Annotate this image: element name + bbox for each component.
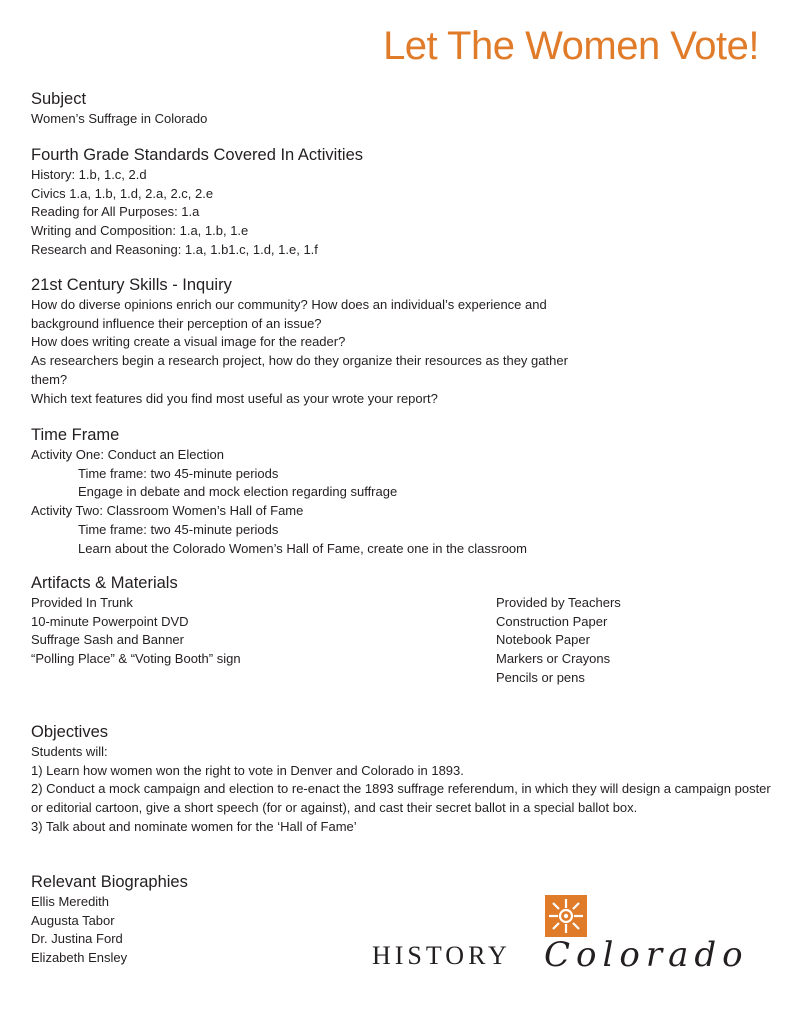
biography-name: Ellis Meredith (31, 894, 110, 909)
teacher-list (496, 594, 621, 688)
logo-history-text: HISTORY (372, 941, 511, 970)
skills-section (31, 275, 568, 408)
subject-text: Women’s Suffrage in Colorado (31, 111, 208, 126)
activity-one: Activity One: Conduct an Election (31, 447, 224, 462)
objectives-section (31, 722, 771, 837)
standards-line: Reading for All Purposes: 1.a (31, 204, 200, 220)
objective-item: 1) Learn how women won the right to vote in Denver and Colorado in 1893. (31, 762, 464, 778)
standards-heading: Fourth Grade Standards Covered In Activities (31, 146, 363, 164)
subject-heading: Subject (31, 90, 87, 108)
timeframe-heading: Time Frame (31, 426, 120, 444)
skills-line: them? (31, 371, 68, 387)
biography-name: Elizabeth Ensley (31, 950, 128, 966)
list-item: Construction Paper (496, 613, 608, 629)
list-item: “Polling Place” & “Voting Booth” sign (31, 651, 241, 667)
list-item: Notebook Paper (496, 632, 590, 648)
skills-line: background influence their perception of an issue? (31, 315, 322, 331)
objectives-heading: Objectives (31, 723, 109, 741)
skills-heading: 21st Century Skills - Inquiry (31, 276, 232, 294)
list-item: 10-minute Powerpoint DVD (31, 613, 189, 629)
timeframe-section (31, 425, 527, 558)
activity-one-desc: Engage in debate and mock election regarding suffrage (78, 484, 398, 500)
activity-two: Activity Two: Classroom Women’s Hall of Fame (31, 503, 304, 519)
standards-section (31, 145, 363, 260)
trunk-list (31, 594, 241, 669)
list-item: Provided In Trunk (31, 595, 133, 610)
list-item: Provided by Teachers (496, 595, 621, 610)
standards-line: History: 1.b, 1.c, 2.d (31, 167, 147, 182)
biography-name: Augusta Tabor (31, 912, 115, 928)
skills-line: As researchers begin a research project, how do they organize their resources as they gather (31, 353, 568, 369)
objectives-intro: Students will: (31, 744, 108, 759)
history-colorado-logo (372, 895, 762, 995)
page-title: Let The Women Vote! (383, 24, 759, 68)
biography-name: Dr. Justina Ford (31, 931, 123, 947)
history-colorado-mark-icon (545, 895, 587, 937)
objective-item: 2) Conduct a mock campaign and election to re-enact the 1893 suffrage referendum, in which they will design a campaign poster or editorial cartoon, give a short speech (for or against), and cast their secret ballot in a special ballot box. (31, 781, 771, 816)
activity-two-time: Time frame: two 45-minute periods (78, 521, 279, 537)
list-item: Suffrage Sash and Banner (31, 632, 184, 648)
skills-line: How does writing create a visual image for the reader? (31, 334, 346, 350)
activity-two-desc: Learn about the Colorado Women’s Hall of Fame, create one in the classroom (78, 540, 527, 556)
standards-line: Civics 1.a, 1.b, 1.d, 2.a, 2.c, 2.e (31, 185, 214, 201)
skills-line: Which text features did you find most useful as your wrote your report? (31, 390, 438, 406)
logo-colorado-text: Colorado (544, 935, 749, 975)
artifacts-section (31, 573, 771, 690)
activity-one-time: Time frame: two 45-minute periods (78, 465, 279, 481)
objective-item: 3) Talk about and nominate women for the ‘Hall of Fame’ (31, 818, 357, 834)
artifacts-heading: Artifacts & Materials (31, 574, 178, 592)
list-item: Pencils or pens (496, 669, 585, 685)
biographies-section (31, 872, 188, 968)
biographies-heading: Relevant Biographies (31, 873, 188, 891)
standards-line: Research and Reasoning: 1.a, 1.b1.c, 1.d, 1.e, 1.f (31, 241, 318, 257)
skills-line: How do diverse opinions enrich our community? How does an individual’s experience and (31, 297, 547, 312)
list-item: Markers or Crayons (496, 651, 611, 667)
standards-line: Writing and Composition: 1.a, 1.b, 1.e (31, 223, 249, 239)
subject-section (31, 89, 207, 129)
